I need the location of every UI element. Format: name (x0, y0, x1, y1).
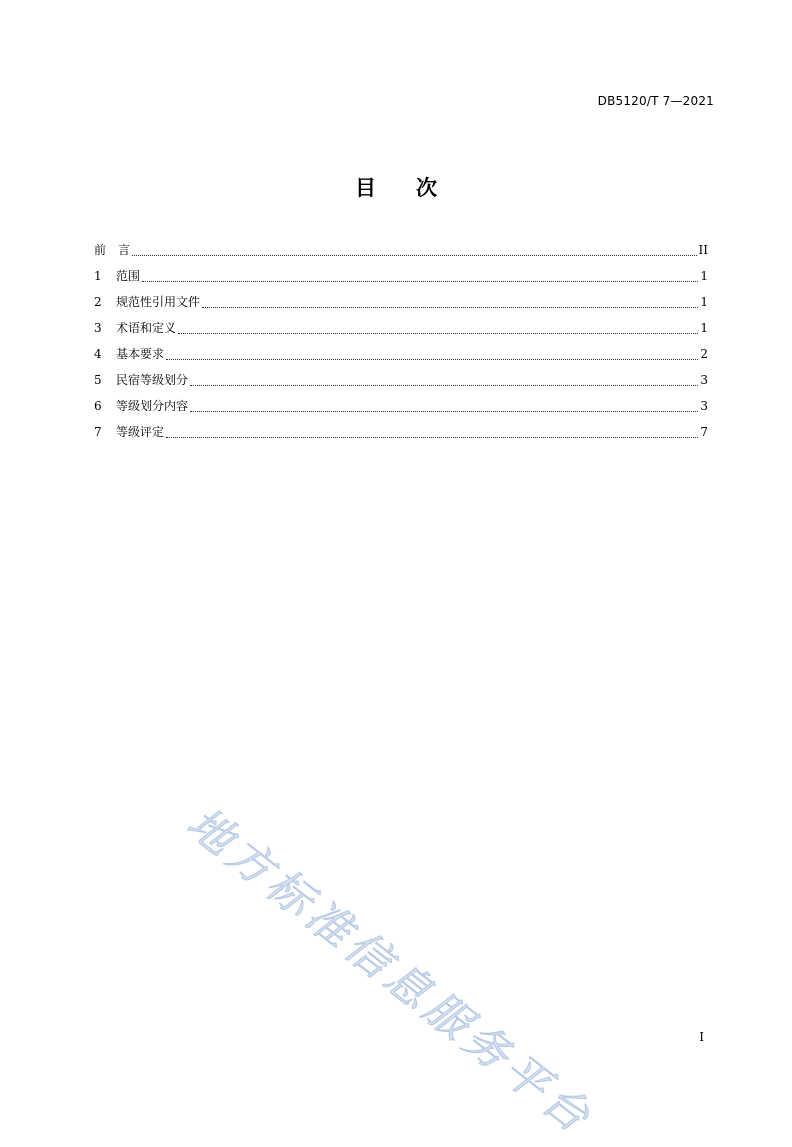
toc-entry-page: 3 (700, 399, 708, 413)
toc-dot-leader (166, 359, 698, 360)
toc-entry-page: 1 (700, 295, 708, 309)
title-char-1: 目 (355, 176, 376, 200)
toc-entry-page: 2 (700, 347, 708, 361)
toc-entry-3[interactable] (94, 315, 708, 341)
toc-dot-leader (190, 385, 698, 386)
toc-dot-leader (190, 411, 698, 412)
toc-entry-number: 7 (94, 425, 102, 439)
toc-entry-preface[interactable] (94, 237, 708, 263)
toc-entry-7[interactable] (94, 419, 708, 445)
toc-entry-label: 等级划分内容 (116, 399, 189, 413)
toc-dot-leader (202, 307, 698, 308)
watermark: 地方标准信息服务平台 (177, 797, 603, 1146)
toc-dot-leader (178, 333, 698, 334)
toc-entry-page: II (698, 243, 708, 257)
toc-dot-leader (166, 437, 698, 438)
toc-entry-page: 3 (700, 373, 708, 387)
toc-entry-number: 1 (94, 269, 102, 283)
toc-entry-label: 前 言 (94, 243, 131, 257)
toc-entry-6[interactable] (94, 393, 708, 419)
toc-entry-label: 规范性引用文件 (116, 295, 201, 309)
page-title (0, 172, 792, 202)
toc-entry-number: 3 (94, 321, 102, 335)
title-char-2: 次 (416, 176, 437, 200)
toc-entry-number: 5 (94, 373, 102, 387)
toc-entry-page: 1 (700, 269, 708, 283)
toc-entry-5[interactable] (94, 367, 708, 393)
toc-entry-label: 术语和定义 (116, 321, 177, 335)
toc-dot-leader (132, 255, 697, 256)
toc-entry-label: 范围 (116, 269, 141, 283)
toc-entry-number: 4 (94, 347, 102, 361)
toc-entry-label: 民宿等级划分 (116, 373, 189, 387)
toc-entry-label: 等级评定 (116, 425, 165, 439)
toc-entry-page: 1 (700, 321, 708, 335)
toc-entry-number: 2 (94, 295, 102, 309)
toc-entry-label: 基本要求 (116, 347, 165, 361)
toc-entry-2[interactable] (94, 289, 708, 315)
page-number: I (699, 1030, 704, 1044)
toc-dot-leader (142, 281, 698, 282)
toc-entry-4[interactable] (94, 341, 708, 367)
document-code: DB5120/T 7—2021 (597, 94, 714, 108)
toc-entry-1[interactable] (94, 263, 708, 289)
table-of-contents (94, 237, 708, 445)
toc-entry-number: 6 (94, 399, 102, 413)
toc-entry-page: 7 (700, 425, 708, 439)
